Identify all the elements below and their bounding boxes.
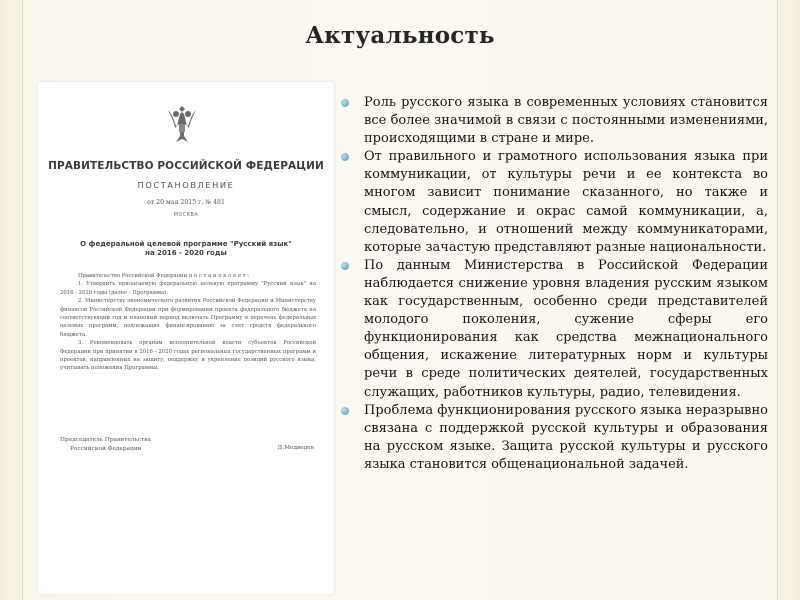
- bullet-item: [340, 94, 768, 148]
- bullet-item: [340, 402, 768, 474]
- bullet-icon: [341, 262, 349, 270]
- document-title: [68, 240, 304, 258]
- document-paragraph: 3. Рекомендовать органам исполнительной власти субъектов Российской Федерации при принятии в 2016 - 2020 годах региональных государственных программ и проектов, направленных на защиту, поддержку и укрепление позиций русского языка, учитывать положения Программы.: [60, 340, 316, 372]
- bullet-text: Проблема функционирования русского языка неразрывно связана с поддержкой русской культуры и образования на русском языке. Защита русской культуры и русского языка становится общенациональной задачей.: [364, 402, 768, 472]
- coat-of-arms-icon: [162, 100, 202, 146]
- document-body: [60, 272, 316, 373]
- document-signer-name: Д.Медведев: [277, 445, 314, 451]
- slide-title: Актуальность: [305, 22, 495, 49]
- bullet-text: По данным Министерства в Российской Федерации наблюдается снижение уровня владения русским языком как государственным, особенно среди представителей молодого поколения, сужение сферы его функционирования как средства межнационального общения, искажение литературных норм и культуры речи в среде политических деятелей, государственных служащих, работников культуры, радио, телевидения.: [364, 257, 768, 400]
- signer-role-line: Российской Федерации: [70, 446, 142, 452]
- document-paragraph: 1. Утвердить прилагаемую федеральную целевую программу "Русский язык" на 2016 - 2020 годы (далее - Программа).: [60, 281, 316, 296]
- bullet-item: [340, 257, 768, 402]
- document-decree-label: ПОСТАНОВЛЕНИЕ: [137, 180, 235, 190]
- document-intro: Правительство Российской Федерации п о с т а н о в л я е т :: [78, 273, 250, 279]
- signer-role-line: Председатель Правительства: [60, 437, 151, 443]
- document-signer-role: [60, 436, 151, 454]
- bullet-text: Роль русского языка в современных условиях становится все более значимой в связи с постоянными изменениями, происходящими в стране и мире.: [364, 95, 768, 147]
- bullet-icon: [341, 99, 349, 107]
- document-date: от 20 мая 2015 г. № 481: [147, 199, 225, 206]
- bullet-list: [340, 94, 768, 474]
- bullet-icon: [341, 153, 349, 161]
- document-title-line: на 2016 - 2020 годы: [145, 249, 227, 257]
- decree-document-image: [38, 82, 334, 594]
- document-paragraph: 2. Министерству экономического развития Российской Федерации и Министерству финансов Российской Федерации при формировании проекта федерального бюджета на соответствующий год и плановый период включать Программу в перечень федеральных целевых программ, подлежащих финансированию за счет средств федерального бюджета.: [60, 298, 316, 338]
- document-government-heading: ПРАВИТЕЛЬСТВО РОССИЙСКОЙ ФЕДЕРАЦИИ: [48, 160, 324, 172]
- bullet-item: [340, 148, 768, 257]
- bullet-text: От правильного и грамотного использования языка при коммуникации, от культуры речи и ее контекста во многом зависит понимание сказанного, но также и смысл, содержание и окрас самой коммуникации, а, следовательно, и отношений между коммуникаторами, которые зачастую представляют разные национальности.: [364, 149, 768, 255]
- document-title-line: О федеральной целевой программе "Русский язык": [80, 240, 292, 248]
- document-city: МОСКВА: [173, 213, 199, 218]
- bullet-icon: [341, 407, 349, 415]
